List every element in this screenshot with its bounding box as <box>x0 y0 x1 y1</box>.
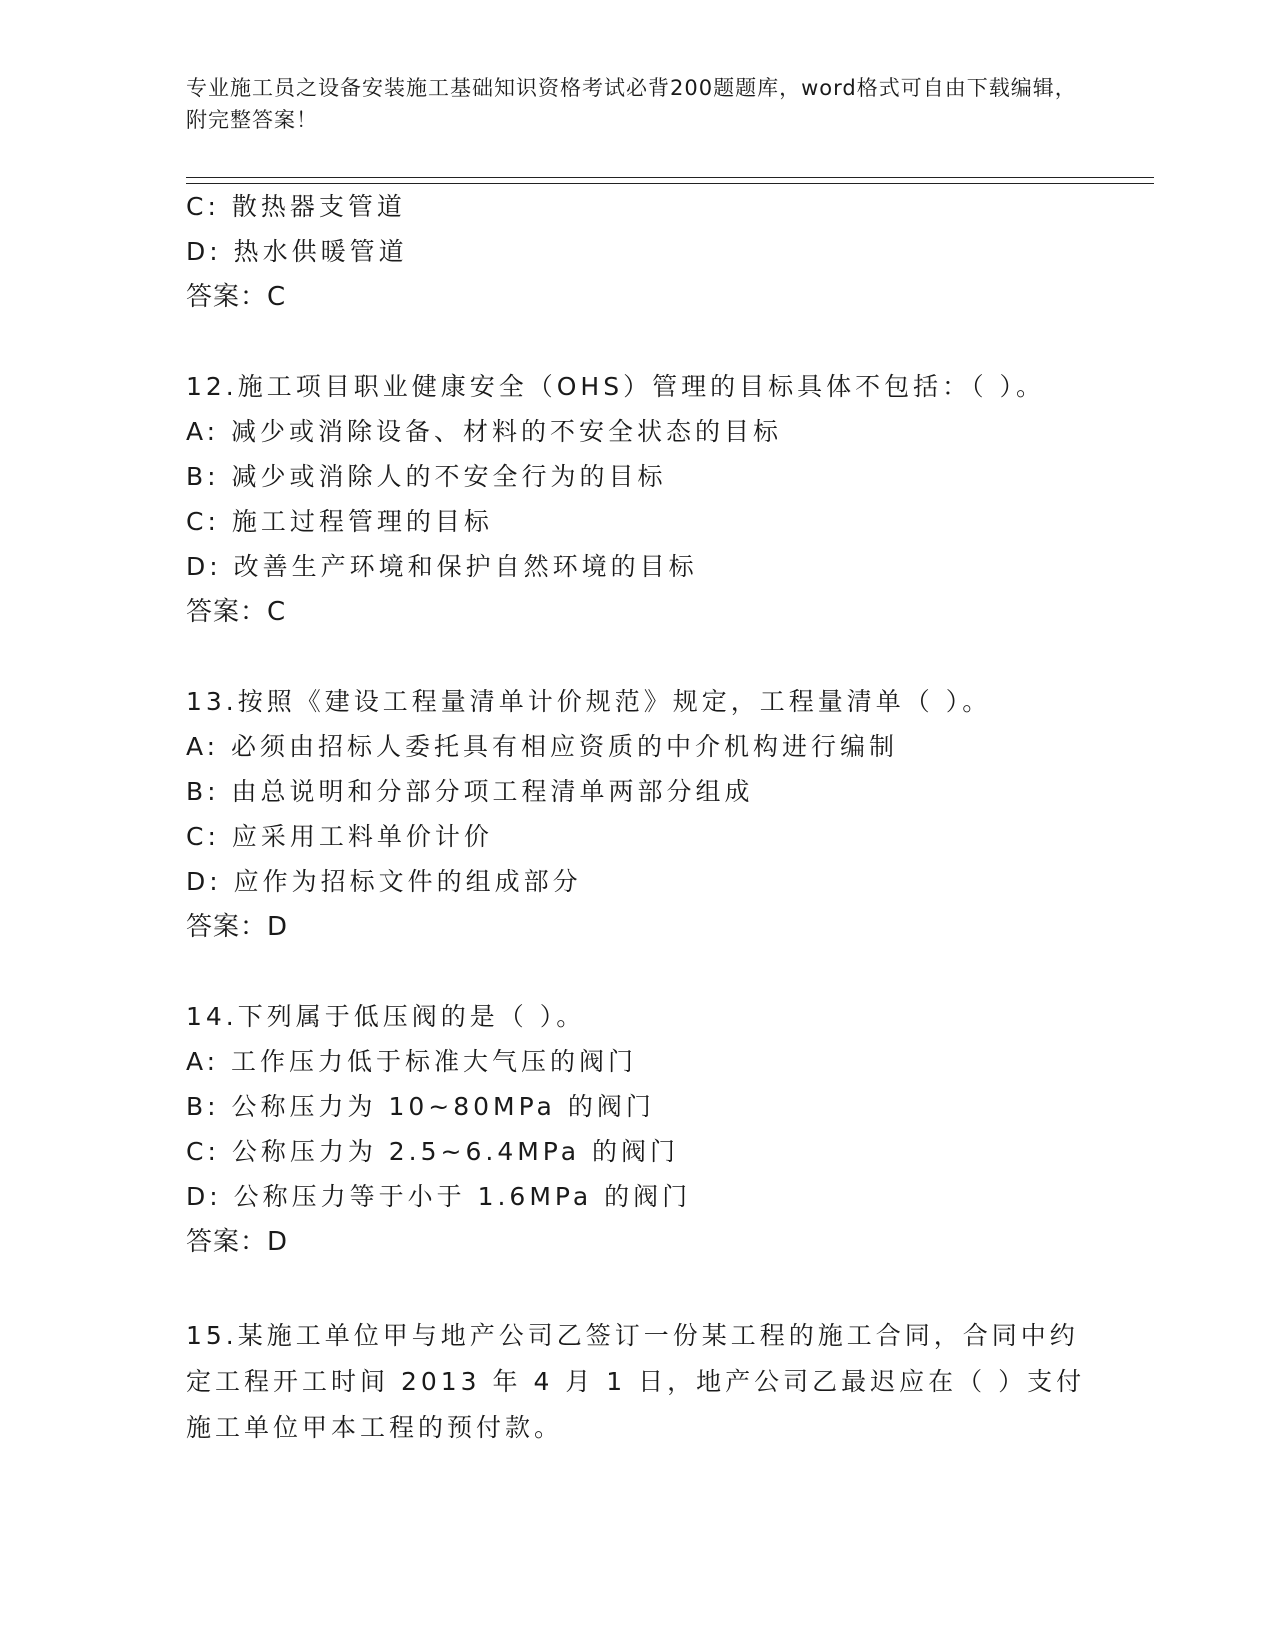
q14-answer: 答案：D <box>186 1227 289 1257</box>
q14-option-d: D: 公称压力等于小于 1.6MPa 的阀门 <box>186 1182 692 1211</box>
q13-answer: 答案：D <box>186 912 289 942</box>
q12-answer: 答案：C <box>186 597 287 627</box>
q11-option-d: D: 热水供暖管道 <box>186 237 408 266</box>
q12-option-d: D: 改善生产环境和保护自然环境的目标 <box>186 552 698 581</box>
q14-option-b: B: 公称压力为 10~80MPa 的阀门 <box>186 1092 655 1121</box>
document-header: 专业施工员之设备安装施工基础知识资格考试必背200题题库，word格式可自由下载编辑，附完整答案！ <box>186 76 1077 132</box>
q13-option-c: C: 应采用工料单价计价 <box>186 822 493 851</box>
q12-option-a: A: 减少或消除设备、材料的不安全状态的目标 <box>186 417 783 446</box>
q12-option-c: C: 施工过程管理的目标 <box>186 507 493 536</box>
q14-option-c: C: 公称压力为 2.5~6.4MPa 的阀门 <box>186 1137 680 1166</box>
q15-stem: 15.某施工单位甲与地产公司乙签订一份某工程的施工合同，合同中约定工程开工时间 2013 年 4 月 1 日，地产公司乙最迟应在（ ）支付施工单位甲本工程的预付款。 <box>186 1321 1086 1442</box>
q13-option-a: A: 必须由招标人委托具有相应资质的中介机构进行编制 <box>186 732 899 761</box>
header-divider-bottom <box>186 183 1154 184</box>
q14-stem: 14.下列属于低压阀的是（ ）。 <box>186 1002 586 1031</box>
q13-option-d: D: 应作为招标文件的组成部分 <box>186 867 582 896</box>
header-divider-top <box>186 177 1154 178</box>
q13-stem: 13.按照《建设工程量清单计价规范》规定，工程量清单（ ）。 <box>186 687 992 716</box>
q11-answer: 答案：C <box>186 282 287 312</box>
q12-option-b: B: 减少或消除人的不安全行为的目标 <box>186 462 667 491</box>
q11-option-c: C: 散热器支管道 <box>186 192 406 221</box>
q14-option-a: A: 工作压力低于标准大气压的阀门 <box>186 1047 638 1076</box>
q13-option-b: B: 由总说明和分部分项工程清单两部分组成 <box>186 777 754 806</box>
q12-stem: 12.施工项目职业健康安全（OHS）管理的目标具体不包括：（ ）。 <box>186 372 1046 401</box>
